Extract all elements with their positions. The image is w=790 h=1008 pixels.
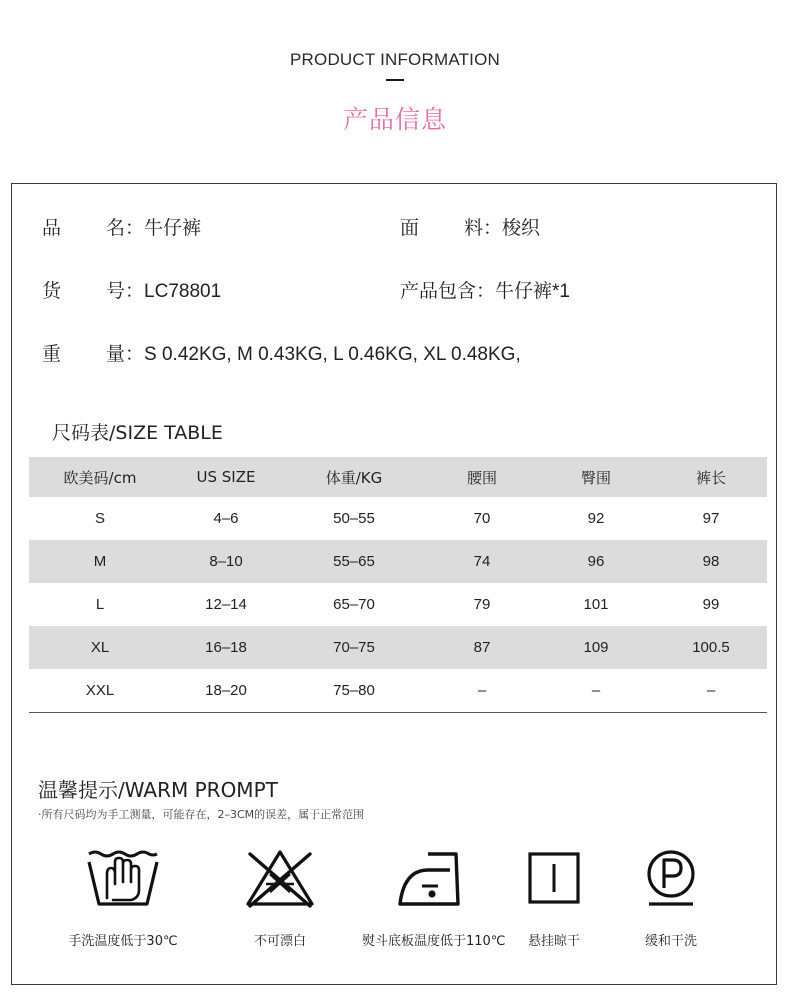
care-label: 熨斗底板温度低于110℃ xyxy=(362,934,506,949)
iron-low-icon xyxy=(394,848,470,908)
info-name: 品 名：牛仔裤 xyxy=(42,217,202,239)
info-weight-value: S 0.42KG, M 0.43KG, L 0.46KG, XL 0.48KG, xyxy=(144,344,521,365)
table-cell: 18–20 xyxy=(171,669,281,713)
care-item xyxy=(601,848,741,949)
header-cell: 腰围 xyxy=(427,457,537,497)
info-sku-value: LC78801 xyxy=(144,281,222,302)
hand-wash-icon xyxy=(85,848,161,908)
table-cell: 92 xyxy=(587,510,605,527)
table-cell: 97 xyxy=(702,510,720,527)
info-name-value: 牛仔裤 xyxy=(144,218,202,239)
table-cell: 70–75 xyxy=(281,626,427,669)
line-dry-icon xyxy=(516,848,592,908)
header-cell: 裤长 xyxy=(655,457,767,497)
table-cell: – xyxy=(537,669,655,713)
size-table-header xyxy=(29,457,767,497)
header-cell: 体重/KG xyxy=(281,457,427,497)
size-table xyxy=(29,457,767,713)
table-cell: 109 xyxy=(537,626,655,669)
table-cell: 74 xyxy=(427,540,537,583)
table-cell: 96 xyxy=(537,540,655,583)
care-item xyxy=(53,848,193,949)
info-sku: 货 号：LC78801 xyxy=(42,280,222,302)
table-row xyxy=(29,497,767,540)
table-cell: S xyxy=(94,510,105,527)
header-cell: 臀围 xyxy=(537,457,655,497)
table-cell: 4–6 xyxy=(213,510,239,527)
info-weight: 重 量：S 0.42KG, M 0.43KG, L 0.46KG, XL 0.48KG, xyxy=(42,343,521,365)
table-cell: 75–80 xyxy=(281,669,427,713)
care-item xyxy=(210,848,350,949)
table-cell: – xyxy=(427,669,537,713)
header-divider xyxy=(386,79,404,81)
table-cell: 101 xyxy=(583,596,609,613)
size-table-title: 尺码表/SIZE TABLE xyxy=(52,422,223,444)
info-package: 产品包含：牛仔裤*1 xyxy=(400,280,570,302)
dry-clean-p-icon xyxy=(633,848,709,908)
header-cell: 欧美码/cm xyxy=(29,457,171,497)
table-cell: L xyxy=(95,596,105,613)
table-cell: M xyxy=(29,540,171,583)
care-label: 手洗温度低于30℃ xyxy=(68,934,178,949)
table-row xyxy=(29,669,767,713)
header-cell: US SIZE xyxy=(171,457,281,497)
table-cell: 8–10 xyxy=(171,540,281,583)
table-cell: 50–55 xyxy=(333,510,375,527)
table-cell: 12–14 xyxy=(205,596,247,613)
care-label: 不可漂白 xyxy=(253,934,306,949)
table-row xyxy=(29,626,767,669)
no-bleach-icon xyxy=(242,848,318,908)
table-cell: 99 xyxy=(702,596,720,613)
table-cell: 100.5 xyxy=(655,626,767,669)
header-en: PRODUCT INFORMATION xyxy=(290,50,500,69)
table-cell: 79 xyxy=(473,596,491,613)
table-cell: 16–18 xyxy=(171,626,281,669)
table-cell: 65–70 xyxy=(333,596,375,613)
table-cell: – xyxy=(655,669,767,713)
table-cell: 87 xyxy=(427,626,537,669)
table-cell: XL xyxy=(29,626,171,669)
table-cell: 55–65 xyxy=(281,540,427,583)
table-cell: 70 xyxy=(473,510,491,527)
header-cn: 产品信息 xyxy=(342,105,447,134)
info-package-value: 牛仔裤*1 xyxy=(495,281,570,302)
care-label: 悬挂晾干 xyxy=(527,934,580,949)
table-row xyxy=(29,583,767,626)
care-item xyxy=(362,848,506,949)
care-label: 缓和干洗 xyxy=(644,934,697,949)
info-fabric: 面 料：梭织 xyxy=(400,217,541,239)
table-cell: XXL xyxy=(29,669,171,713)
warm-prompt-title: 温馨提示/WARM PROMPT xyxy=(38,778,278,802)
info-fabric-value: 梭织 xyxy=(502,218,541,239)
warm-prompt-note: ·所有尺码均为手工测量，可能存在，2–3CM的误差，属于正常范围 xyxy=(38,808,365,821)
table-row xyxy=(29,540,767,583)
table-cell: 98 xyxy=(655,540,767,583)
